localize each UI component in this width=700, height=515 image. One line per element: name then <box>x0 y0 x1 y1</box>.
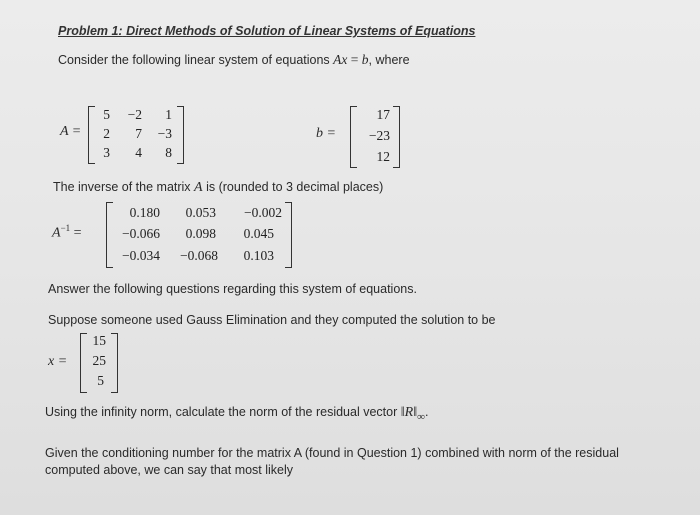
matrix-ainv <box>106 202 292 268</box>
matrix-ainv-label: $A^{-1}$ = <box>52 223 82 241</box>
matrix-a-cell: 3 <box>103 145 110 160</box>
vector-x-right-bracket <box>111 333 118 393</box>
matrix-a-cell: 2 <box>103 126 110 141</box>
condition-line-2: computed above, we can say that most likely <box>45 463 294 477</box>
matrix-a-cell: 4 <box>135 145 142 160</box>
vector-b <box>350 106 400 168</box>
matrix-ainv-cell: −0.034 <box>122 248 160 263</box>
matrix-a-cell: 8 <box>165 145 172 160</box>
matrix-ainv-cell: −0.002 <box>244 205 282 220</box>
intro-eq-left: Ax <box>333 52 348 67</box>
inverse-intro-after: is (rounded to 3 decimal places) <box>206 180 384 194</box>
intro-text: Consider the following linear system of equations <box>58 53 330 67</box>
matrix-ainv-right-bracket <box>285 202 292 268</box>
matrix-ainv-cell: −0.068 <box>180 248 218 263</box>
matrix-ainv-cell: 0.180 <box>129 205 160 220</box>
matrix-a <box>88 106 184 164</box>
vector-x-cell: 25 <box>92 353 106 368</box>
problem-label: Problem 1: <box>58 24 123 38</box>
inverse-intro-before: The inverse of the matrix <box>53 180 191 194</box>
norm-line: Using the infinity norm, calculate the norm of the residual vector ‖R‖∞. <box>45 405 429 423</box>
intro-line <box>58 52 410 68</box>
intro-eq-right: b <box>361 52 369 67</box>
matrix-a-cell: 7 <box>135 126 142 141</box>
matrix-a-right-bracket <box>177 106 184 164</box>
matrix-a-cell: −2 <box>127 107 142 122</box>
vector-x-label: x = <box>48 354 68 369</box>
norm-symbol: ‖R‖ <box>400 405 418 420</box>
question-line: Answer the following questions regarding this system of equations. <box>48 282 417 296</box>
vector-b-cell: 12 <box>376 149 390 164</box>
matrix-ainv-cell: 0.053 <box>185 205 216 220</box>
matrix-ainv-cell: 0.103 <box>243 248 274 263</box>
inverse-intro-var: A <box>194 180 203 195</box>
matrix-a-cell: 5 <box>103 107 110 122</box>
problem-title <box>58 24 475 38</box>
gauss-line: Suppose someone used Gauss Elimination and they computed the solution to be <box>48 313 496 327</box>
condition-line-1: Given the conditioning number for the matrix A (found in Question 1) combined with norm of the residual <box>45 446 619 460</box>
matrix-ainv-cell: 0.045 <box>243 226 274 241</box>
matrix-ainv-cell: −0.066 <box>122 226 160 241</box>
norm-line-text: Using the infinity norm, calculate the norm of the residual vector <box>45 405 398 419</box>
matrix-ainv-cell: 0.098 <box>185 226 216 241</box>
matrix-a-cell: −3 <box>157 126 172 141</box>
vector-x-cell: 5 <box>97 373 104 388</box>
vector-x <box>80 333 118 393</box>
vector-b-label: b = <box>316 126 336 141</box>
matrix-a-cell: 1 <box>165 107 172 122</box>
vector-b-right-bracket <box>393 106 400 168</box>
vector-x-cell: 15 <box>92 333 106 348</box>
inverse-intro-line <box>53 180 383 196</box>
vector-b-cell: −23 <box>368 128 390 143</box>
vector-b-cell: 17 <box>376 107 390 122</box>
matrix-a-label: A = <box>60 124 82 139</box>
intro-eq-sign: = <box>350 52 359 67</box>
intro-suffix: , where <box>368 53 410 67</box>
norm-subscript: ∞ <box>417 411 426 423</box>
problem-heading: Direct Methods of Solution of Linear Systems of Equations <box>126 24 476 38</box>
